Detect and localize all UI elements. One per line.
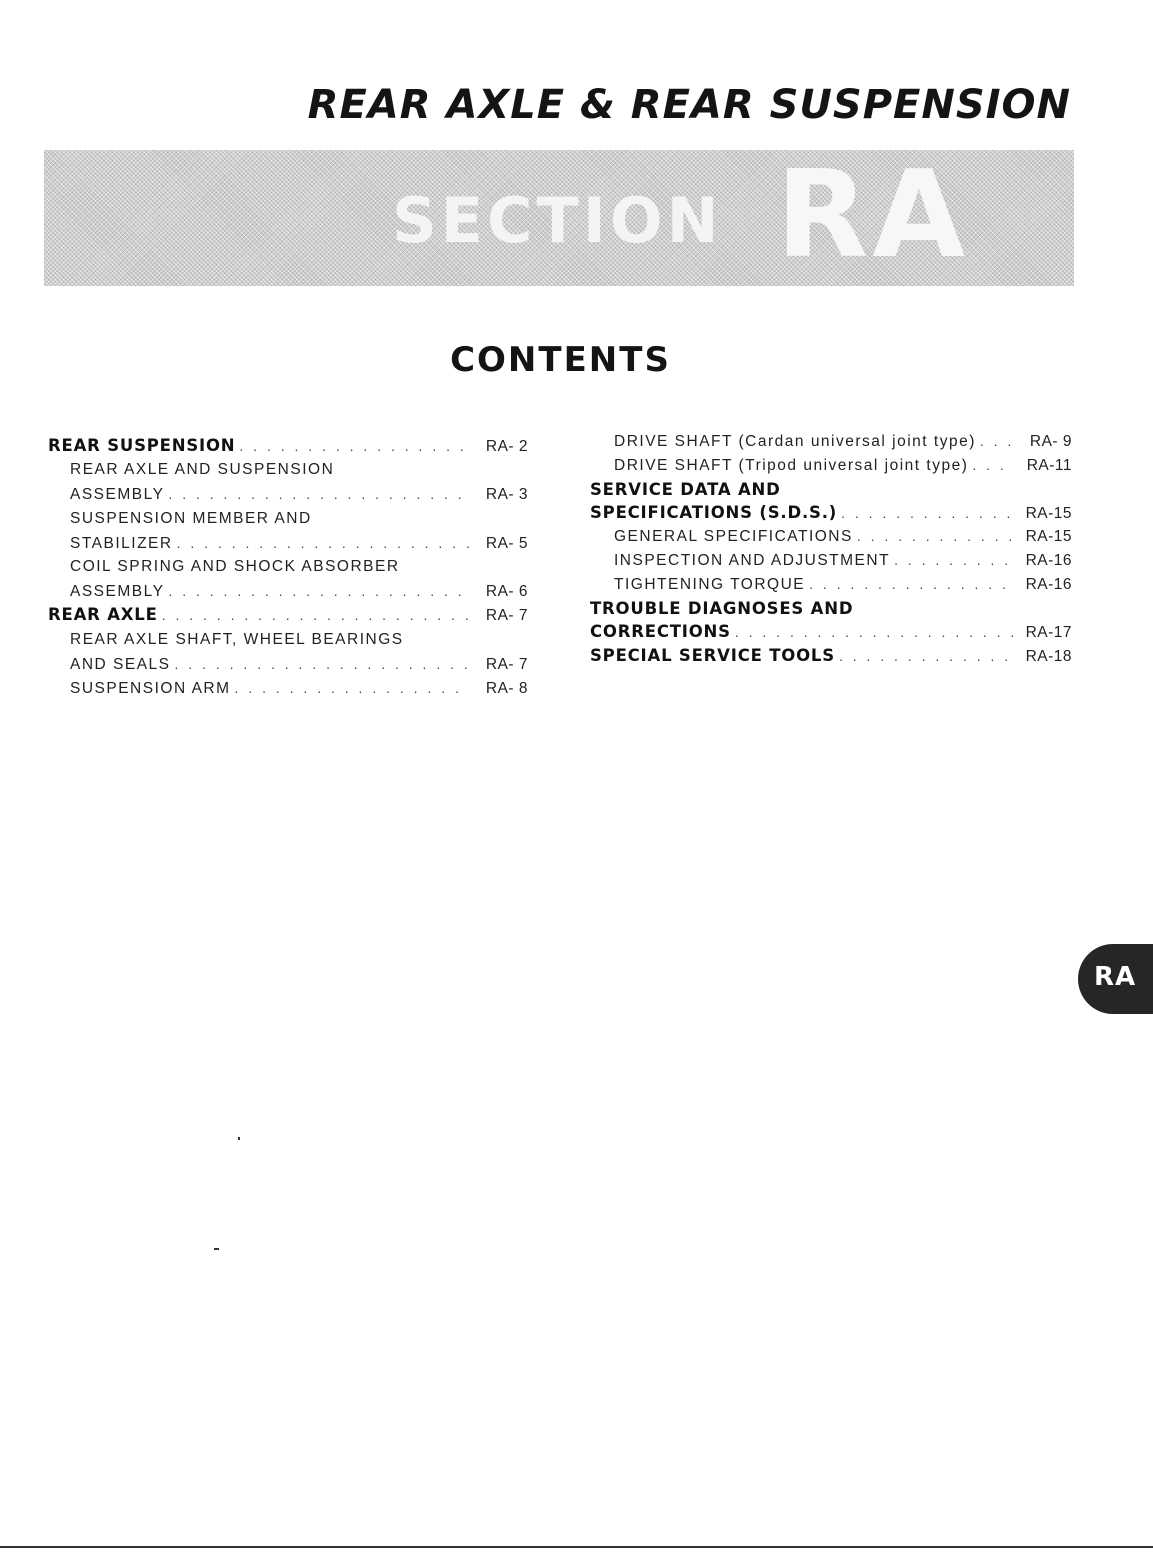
toc-entry-label: INSPECTION AND ADJUSTMENT: [614, 551, 891, 569]
toc-left-column: [48, 434, 528, 700]
section-tab: [1078, 944, 1153, 1014]
toc-entry-page: RA-11: [1026, 456, 1072, 474]
toc-leader-dots: [175, 652, 470, 676]
toc-entry-label: DRIVE SHAFT (Tripod universal joint type): [614, 456, 969, 474]
toc-entry-label: REAR AXLE: [48, 605, 158, 625]
banner-section-letters: RA: [776, 150, 970, 285]
toc-leader-dots: [839, 645, 1014, 669]
banner-section-word: SECTION: [392, 184, 723, 257]
toc-entry-label: DRIVE SHAFT (Cardan universal joint type): [614, 433, 976, 450]
toc-entry: [590, 573, 1072, 597]
toc-entry: [48, 579, 528, 603]
toc-entry-page: RA-16: [1025, 575, 1072, 593]
print-speck: [238, 1137, 240, 1140]
toc-leader-dots: [168, 579, 470, 603]
toc-entry-label: SPECIFICATIONS (S.D.S.): [590, 503, 838, 523]
page-bottom-rule: [0, 1546, 1153, 1548]
toc-entry-label: REAR AXLE AND SUSPENSION: [70, 461, 335, 479]
toc-entry-label: SUSPENSION ARM: [70, 679, 231, 697]
toc-entry-label: AND SEALS: [70, 655, 171, 673]
toc-entry: [48, 482, 528, 506]
toc-entry: [590, 549, 1072, 573]
toc-leader-dots: [177, 531, 470, 555]
toc-entry-label: SUSPENSION MEMBER AND: [70, 509, 312, 527]
toc-entry-label: SERVICE DATA AND: [590, 479, 781, 499]
toc-leader-dots: [239, 434, 470, 458]
toc-entry-page: RA- 6: [485, 583, 528, 601]
toc-entry-label: STABILIZER: [70, 534, 173, 552]
toc-entry: [48, 458, 528, 482]
toc-leader-dots: [735, 621, 1014, 645]
toc-entry-label: CORRECTIONS: [590, 622, 731, 642]
toc-right-column: [590, 430, 1072, 668]
toc-leader-dots: [980, 430, 1014, 454]
toc-leader-dots: [235, 676, 470, 700]
toc-entry-page: RA-18: [1025, 648, 1072, 666]
toc-entry: [48, 555, 528, 579]
section-tab-label: RA: [1094, 962, 1137, 992]
toc-entry-page: RA- 5: [485, 534, 528, 552]
toc-leader-dots: [809, 573, 1014, 597]
toc-leader-dots: [168, 482, 470, 506]
toc-entry-page: RA-16: [1025, 551, 1072, 569]
toc-entry-label: TROUBLE DIAGNOSES AND: [590, 598, 854, 618]
toc-entry: [48, 531, 528, 555]
toc-entry: [590, 620, 1072, 644]
section-banner: [44, 150, 1074, 286]
toc-entry-page: RA- 9: [1029, 433, 1072, 450]
toc-leader-dots: [841, 502, 1014, 526]
toc-entry-page: RA- 2: [485, 438, 528, 455]
toc-entry-label: REAR AXLE SHAFT, WHEEL BEARINGS: [70, 630, 404, 648]
toc-entry: [48, 507, 528, 531]
toc-entry-label: ASSEMBLY: [70, 486, 165, 504]
toc-entry-label: GENERAL SPECIFICATIONS: [614, 528, 853, 546]
toc-entry-page: RA- 8: [485, 679, 528, 697]
toc-entry: [590, 525, 1072, 549]
page-title: REAR AXLE & REAR SUSPENSION: [307, 82, 1071, 128]
toc-entry: [590, 501, 1072, 525]
toc-entry-page: RA- 7: [485, 655, 528, 673]
toc-entry: [590, 454, 1072, 478]
toc-leader-dots: [162, 603, 470, 627]
toc-leader-dots: [857, 525, 1014, 549]
toc-entry-label: TIGHTENING TORQUE: [614, 575, 806, 593]
toc-entry: [590, 597, 1072, 621]
toc-entry-page: RA-15: [1025, 505, 1072, 523]
toc-entry-page: RA- 3: [485, 486, 528, 504]
toc-entry: [590, 430, 1072, 454]
toc-entry: [48, 652, 528, 676]
toc-entry-label: ASSEMBLY: [70, 583, 165, 601]
toc-entry: [48, 603, 528, 627]
toc-entry-page: RA- 7: [485, 607, 528, 625]
toc-leader-dots: [972, 454, 1014, 478]
toc-entry-page: RA-15: [1025, 528, 1072, 546]
toc-entry-label: REAR SUSPENSION: [48, 436, 236, 455]
toc-entry: [48, 628, 528, 652]
toc-entry: [48, 434, 528, 458]
toc-entry: [590, 478, 1072, 502]
toc-entry-label: SPECIAL SERVICE TOOLS: [590, 646, 835, 666]
toc-entry-page: RA-17: [1025, 624, 1072, 642]
toc-entry: [48, 676, 528, 700]
toc-leader-dots: [894, 549, 1014, 573]
print-speck: [214, 1248, 219, 1250]
toc-entry: [590, 644, 1072, 668]
toc-entry-label: COIL SPRING AND SHOCK ABSORBER: [70, 557, 400, 575]
contents-heading: CONTENTS: [450, 340, 671, 380]
